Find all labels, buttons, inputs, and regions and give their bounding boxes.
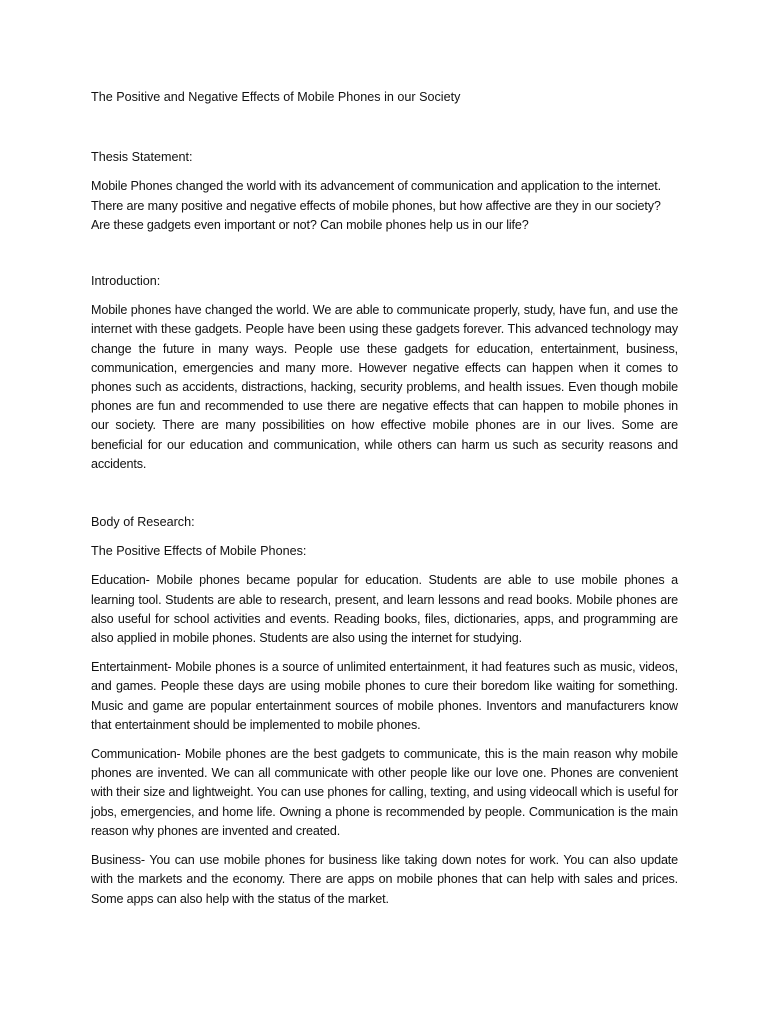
entertainment-paragraph: Entertainment- Mobile phones is a source of unlimited entertainment, it had features such as music, videos, and games. People these days are using mobile phones to cure their boredom like waiting for something. Music and game are popular entertainment sources of mobile phones. Inventors and manufacturers know that entertainment should be implemented to mobile phones. xyxy=(91,660,678,732)
body-heading: Body of Research: xyxy=(91,515,195,530)
education-paragraph: Education- Mobile phones became popular for education. Students are able to use mobile phones a learning tool. Students are able to research, present, and learn lessons and read books. Mobile phones are also useful for school activities and events. Reading books, files, dictionaries, apps, and programming are also applied in mobile phones. Students are also using the internet for studying. xyxy=(91,573,678,646)
introduction-paragraph: Mobile phones have changed the world. We are able to communicate properly, study, have fun, and use the internet with these gadgets. People have been using these gadgets forever. This advanced technology may change the future in many ways. People use these gadgets for education, entertainment, business, communication, emergencies and many more. However negative effects can happen when it comes to phones such as accidents, distractions, hacking, security problems, and health issues. Even though mobile phones are fun and recommended to use there are negative effects that can happen to mobile phones in our society. There are many possibilities on how effective mobile phones are in our lives. Some are beneficial for our education and communication, while others can harm us such as security reasons and accidents. xyxy=(91,303,678,471)
business-paragraph: Business- You can use mobile phones for business like taking down notes for work. You can also update with the markets and the economy. There are apps on mobile phones that can help with sales and prices. Some apps can also help with the status of the market. xyxy=(91,853,678,906)
communication-paragraph: Communication- Mobile phones are the best gadgets to communicate, this is the main reason why mobile phones are invented. We can all communicate with other people like our love one. Phones are convenient with their size and lightweight. You can use phones for calling, texting, and using videocall which is useful for jobs, emergencies, and home life. Owning a phone is recommended by people. Communication is the main reason why phones are invented and created. xyxy=(91,747,678,838)
thesis-paragraph: Mobile Phones changed the world with its advancement of communication and application to the internet. There are many positive and negative effects of mobile phones, but how affective are they in our society? Are these gadgets even important or not? Can mobile phones help us in our life? xyxy=(91,179,661,232)
positive-effects-heading: The Positive Effects of Mobile Phones: xyxy=(91,544,307,559)
thesis-heading: Thesis Statement: xyxy=(91,150,193,165)
introduction-heading: Introduction: xyxy=(91,274,161,289)
document-page xyxy=(91,88,678,919)
document-title: The Positive and Negative Effects of Mobile Phones in our Society xyxy=(91,90,461,104)
